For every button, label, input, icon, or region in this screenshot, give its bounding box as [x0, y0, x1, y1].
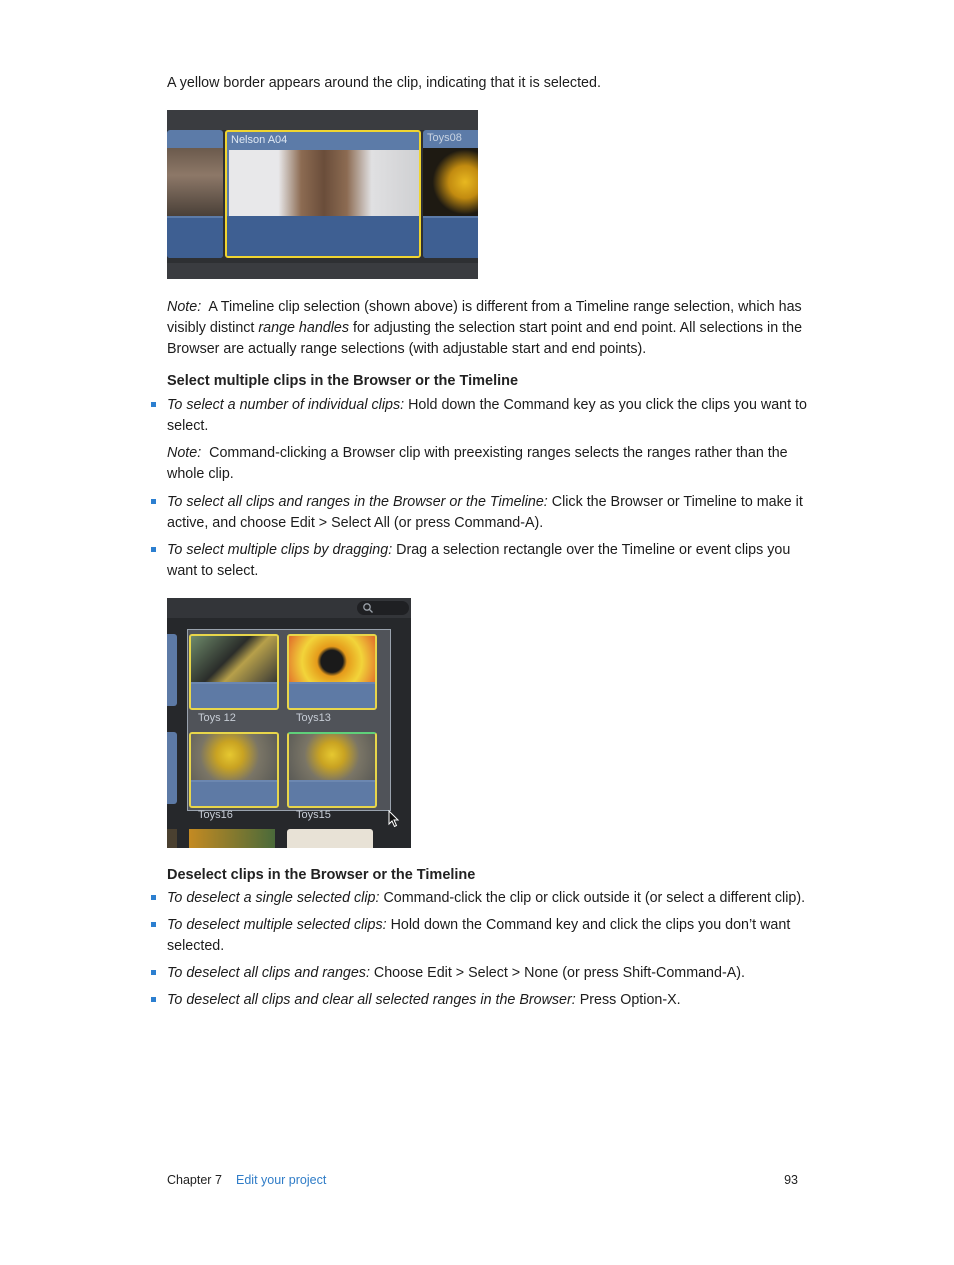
bullet-text: Command-click the clip or click outside it (or select a different clip).: [379, 890, 806, 906]
bullet-icon: [151, 895, 156, 900]
note-label: Note:: [167, 445, 202, 461]
note-text-b: for adjusting the selection start point and end point. All selections in the Browser are actually range selections (with adjustable start and end points).: [167, 320, 803, 357]
browser-clip: [287, 732, 377, 808]
bullet-text: Drag a selection rectangle over the Timeline or event clips you want to select.: [167, 542, 791, 579]
list-item: [151, 540, 811, 582]
clip-label: Nelson A04: [231, 134, 288, 146]
bullet-lead: To deselect multiple selected clips:: [167, 917, 387, 933]
intro-text: A yellow border appears around the clip, indicating that it is selected.: [167, 75, 601, 91]
bullet-text: Click the Browser or Timeline to make it active, and choose Edit > Select All (or press Command-A).: [167, 494, 803, 531]
list-item: [151, 963, 811, 984]
search-icon: [362, 602, 374, 614]
list-item: [151, 888, 811, 909]
timeline-toolbar: [167, 110, 478, 130]
bullet-lead: To deselect a single selected clip:: [167, 890, 380, 906]
note-paragraph: [167, 443, 807, 485]
browser-clip-partial: [167, 634, 177, 706]
bullet-text: Press Option-X.: [575, 992, 681, 1008]
note-paragraph: [167, 297, 807, 360]
browser-clip-partial: [189, 829, 275, 848]
bullet-text: Hold down the Command key as you click the clips you want to select.: [167, 397, 807, 434]
note-italic: range handles: [258, 320, 349, 336]
bullet-lead: To select a number of individual clips:: [167, 397, 405, 413]
bullet-icon: [151, 402, 156, 407]
browser-toolbar: [167, 598, 411, 618]
list-item: [151, 492, 811, 534]
bullet-icon: [151, 499, 156, 504]
footer-chapter-link[interactable]: Edit your project: [236, 1173, 327, 1187]
clip-label: Toys13: [296, 712, 331, 724]
clip-label: Toys16: [198, 809, 233, 821]
timeline-footer: [167, 263, 478, 279]
bullet-lead: To deselect all clips and ranges:: [167, 965, 370, 981]
bullet-text: Choose Edit > Select > None (or press Shift-Command-A).: [369, 965, 745, 981]
bullet-text: Hold down the Command key and click the clips you don’t want selected.: [167, 917, 791, 954]
bullet-icon: [151, 997, 156, 1002]
list-item: [151, 915, 811, 957]
browser-clip: [287, 634, 377, 710]
page-number: 93: [784, 1173, 798, 1187]
browser-clip-partial: [167, 732, 177, 804]
bullet-lead: To deselect all clips and clear all selected ranges in the Browser:: [167, 992, 576, 1008]
timeline-clip-right: [423, 130, 478, 258]
timeline-clip-left: [167, 130, 223, 258]
bullet-lead: To select all clips and ranges in the Browser or the Timeline:: [167, 494, 548, 510]
bullet-icon: [151, 922, 156, 927]
bullet-icon: [151, 547, 156, 552]
timeline-screenshot: [167, 110, 478, 279]
list-item: [151, 395, 811, 437]
browser-clip-partial: [287, 829, 373, 848]
section-heading-select: Select multiple clips in the Browser or the Timeline: [167, 373, 519, 389]
clip-label: Toys08: [427, 132, 462, 144]
clip-label: Toys 12: [198, 712, 236, 724]
clip-label: Toys15: [296, 809, 331, 821]
browser-clip: [189, 732, 279, 808]
note-label: Note:: [167, 299, 202, 315]
timeline-clip-selected: [225, 130, 421, 258]
list-item: [151, 990, 811, 1011]
browser-clip-partial: [167, 829, 177, 848]
browser-screenshot: [167, 598, 411, 848]
bullet-lead: To select multiple clips by dragging:: [167, 542, 393, 558]
pointer-icon: [388, 810, 400, 828]
search-field: [357, 601, 409, 615]
note-text-a: A Timeline clip selection (shown above) is different from a Timeline range selection, which has visibly distinct: [167, 299, 802, 336]
browser-clip: [189, 634, 279, 710]
bullet-icon: [151, 970, 156, 975]
section-heading-deselect: Deselect clips in the Browser or the Timeline: [167, 867, 476, 883]
footer-chapter: Chapter 7: [167, 1173, 222, 1187]
note-text: Command-clicking a Browser clip with preexisting ranges selects the ranges rather than the whole clip.: [167, 445, 788, 482]
